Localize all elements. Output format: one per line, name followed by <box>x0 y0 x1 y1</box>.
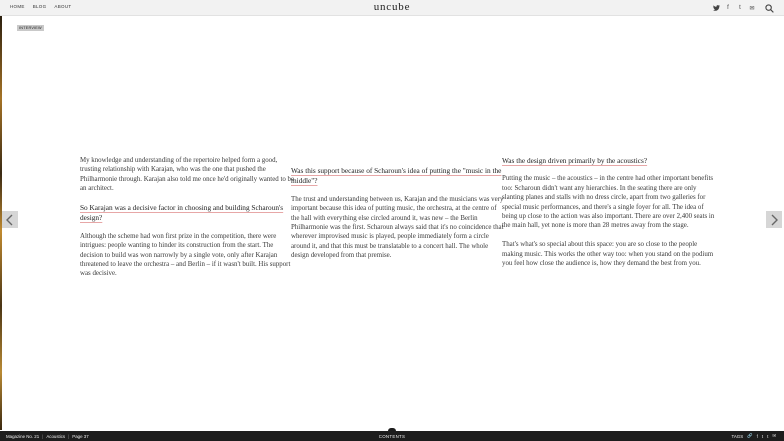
divider: | <box>42 434 44 439</box>
nav-about-link[interactable]: ABOUT <box>54 4 72 9</box>
email-share-icon[interactable]: ✉ <box>772 433 776 438</box>
paragraph: Although the scheme had won first prize in the competition, there were intrigues: people wanting to hinder its construction from the start. The decision to build was won narrowly by a single vote, only after Karajan threatened to leave the orchestra – and Berlin – if it wasn't built. His support was decisive. <box>80 232 291 278</box>
chevron-left-icon <box>5 214 15 226</box>
previous-page-button[interactable] <box>2 211 18 228</box>
interview-question: Was this support because of Scharoun's idea of putting the "music in the middle"? <box>291 166 502 186</box>
paragraph: Putting the music – the acoustics – in the centre had other important benefits too: Scharoun didn't want any hierarchies. In the seating there are only slanting planes and stalls with no dress circle, apart from two galleries for special music performances, and there's a single foyer for all. The idea of being up close to the action was also important. There are over 2,400 seats in the main hall, yet none is more than 28 metres away from the stage. <box>502 175 715 230</box>
article-column-left <box>80 156 295 288</box>
social-links <box>712 3 774 13</box>
footer-tools <box>732 433 777 439</box>
interview-question: So Karajan was a decisive factor in choosing and building Scharoun's design? <box>80 203 284 223</box>
tumblr-share-icon[interactable]: t <box>767 433 769 439</box>
magazine-issue-link[interactable]: Magazine No. 21 <box>6 434 40 439</box>
chevron-right-icon <box>769 214 779 226</box>
question-block <box>80 203 295 224</box>
paragraph: My knowledge and understanding of the repertoire helped form a good, trusting relationship with Karajan, who was the one that pushed the Philharmonie through. Karajan also told me once he'd originally wanted to be an architect. <box>80 157 295 193</box>
search-icon[interactable] <box>764 3 774 13</box>
question-block <box>502 156 717 166</box>
article-column-right <box>502 156 717 278</box>
next-page-button[interactable] <box>766 211 782 228</box>
contents-area <box>0 434 784 439</box>
main-nav <box>10 4 71 9</box>
contents-button[interactable]: CONTENTS <box>378 434 406 439</box>
twitter-share-icon[interactable]: t <box>761 433 764 439</box>
nav-home-link[interactable]: HOME <box>10 4 25 9</box>
divider: | <box>68 434 70 439</box>
question-block <box>291 166 506 187</box>
page-number: Page 37 <box>72 434 89 439</box>
twitter-icon[interactable] <box>712 4 720 12</box>
facebook-share-icon[interactable]: f <box>756 433 758 439</box>
section-link[interactable]: Acoustics <box>46 434 66 439</box>
footer-bar <box>0 431 784 441</box>
tags-button[interactable]: TAGS <box>731 433 744 439</box>
site-logo[interactable]: uncube <box>373 1 411 13</box>
email-icon[interactable]: ✉ <box>749 5 755 12</box>
tumblr-icon[interactable]: t <box>739 5 741 11</box>
top-bar <box>0 0 784 16</box>
paragraph: That's what's so special about this space: you are so close to the people making music. This works the other way too: when you stand on the podium you feel how close the audience is, how they demand the best from you. <box>502 241 714 268</box>
paragraph: The trust and understanding between us, Karajan and the musicians was very important because this idea of putting music, the orchestra, at the centre of the hall with everything else circled around it, was new – the Berlin Philharmonie was the first. Scharoun always said that it's no coincidence that wherever improvised music is played, people immediately form a circle around it, and that this must be translatable to a concert hall. The whole design developed from that premise. <box>291 195 504 260</box>
interview-question: Was the design driven primarily by the acoustics? <box>502 156 648 165</box>
article-column-middle <box>291 166 506 270</box>
issue-meta <box>6 434 89 439</box>
link-icon[interactable]: 🔗 <box>747 433 753 438</box>
nav-blog-link[interactable]: BLOG <box>32 4 47 9</box>
facebook-icon[interactable]: f <box>727 5 729 11</box>
section-badge: INTERVIEW <box>19 26 42 30</box>
